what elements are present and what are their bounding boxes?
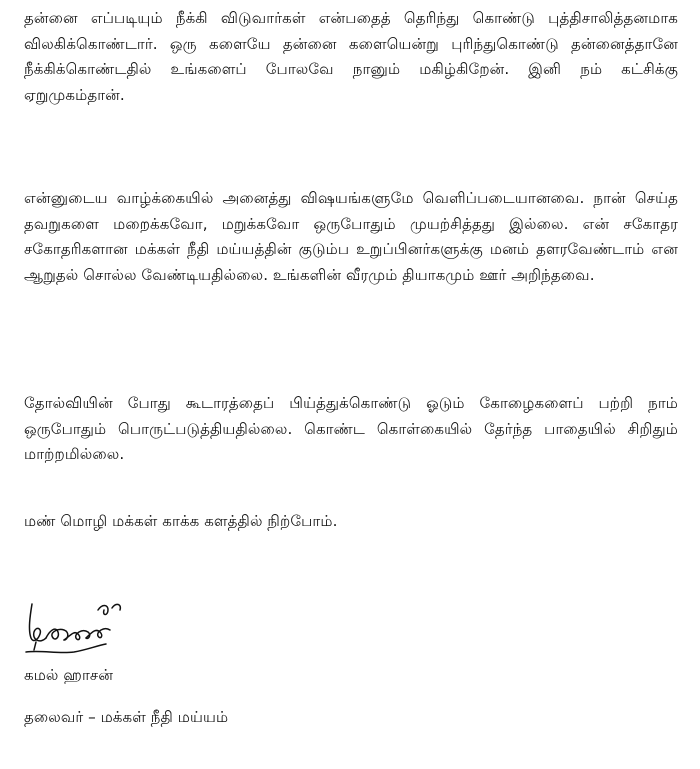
signer-title: தலைவர் – மக்கள் நீதி மய்யம் — [24, 708, 229, 726]
handwritten-signature — [22, 596, 132, 662]
paragraph-4: மண் மொழி மக்கள் காக்க களத்தில் நிற்போம். — [24, 512, 338, 530]
signer-name: கமல் ஹாசன் — [24, 666, 114, 684]
paragraph-1: தன்னை எப்படியும் நீக்கி விடுவார்கள் என்பதைத் தெரிந்து கொண்டு புத்திசாலித்தனமாக விலகிக்கொண்டார். ஒரு களையே தன்னை களையென்று புரிந்துகொண்டு தன்னைத்தானே நீக்கிக்கொண்டதில் உங்களைப் போலவே நானும் மகிழ்கிறேன். இனி நம் கட்சிக்கு ஏறுமுகம்தான். — [24, 9, 678, 104]
paragraph-2: என்னுடைய வாழ்க்கையில் அனைத்து விஷயங்களுமே வெளிப்படையானவை. நான் செய்த தவறுகளை மறைக்கவோ, மறுக்கவோ ஒருபோதும் முயற்சித்தது இல்லை. என் சகோதர சகோதரிகளான மக்கள் நீதி மய்யத்தின் குடும்ப உறுப்பினர்களுக்கு மனம் தளரவேண்டாம் என ஆறுதல் சொல்ல வேண்டியதில்லை. உங்களின் வீரமும் தியாகமும் ஊர் அறிந்தவை. — [24, 189, 678, 284]
paragraph-3: தோல்வியின் போது கூடாரத்தைப் பிய்த்துக்கொண்டு ஓடும் கோழைகளைப் பற்றி நாம் ஒருபோதும் பொருட்படுத்தியதில்லை. கொண்ட கொள்கையில் தேர்ந்த பாதையில் சிறிதும் மாற்றமில்லை. — [24, 394, 678, 463]
